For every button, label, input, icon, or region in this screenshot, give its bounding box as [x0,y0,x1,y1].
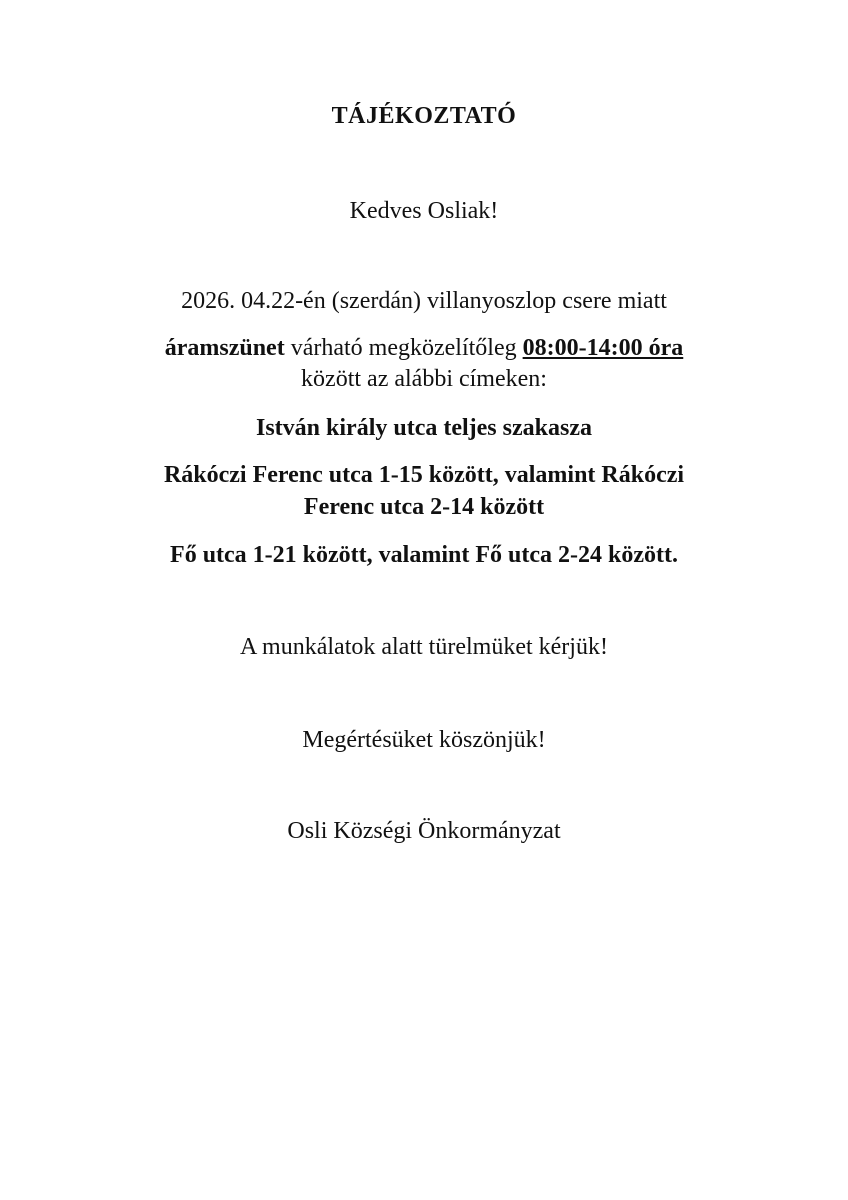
greeting: Kedves Osliak! [349,198,499,224]
address-line-4: Fő utca 1-21 között, valamint Fő utca 2-24 között. [170,542,678,568]
address-line-3: Ferenc utca 2-14 között [303,494,545,520]
notice-line-2 [0,333,848,363]
patience-note: A munkálatok alatt türelmüket kérjük! [240,634,608,660]
notice-line-2-text: várható megközelítőleg [284,335,523,361]
address-line-1: István király utca teljes szakasza [256,415,592,441]
outage-time: 08:00-14:00 óra [522,335,684,361]
signature: Osli Községi Önkormányzat [287,818,561,844]
outage-word: áramszünet [164,335,285,361]
thanks-note: Megértésüket köszönjük! [302,727,546,753]
notice-line-3: között az alábbi címeken: [301,366,547,392]
address-line-2: Rákóczi Ferenc utca 1-15 között, valamint Rákóczi [163,462,685,488]
document-title: TÁJÉKOZTATÓ [331,103,517,129]
notice-line-1: 2026. 04.22-én (szerdán) villanyoszlop csere miatt [181,288,667,314]
